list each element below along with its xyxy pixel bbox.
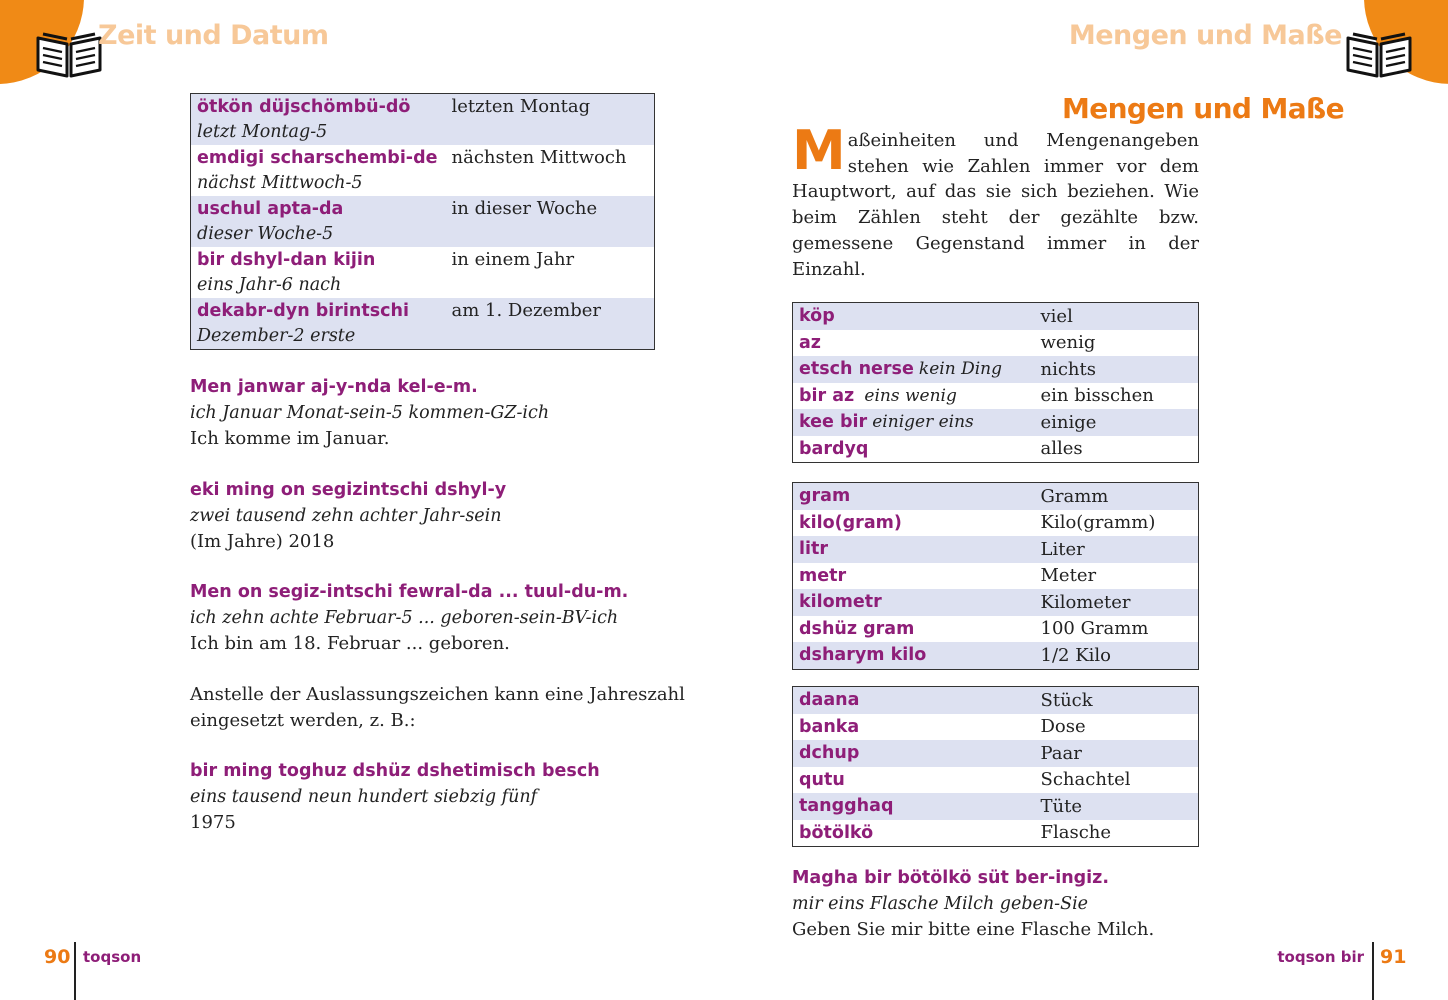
german-translation: viel xyxy=(1040,305,1073,327)
german-translation: Geben Sie mir bitte eine Flasche Milch. xyxy=(792,919,1155,940)
table-row xyxy=(793,383,1199,410)
table-row xyxy=(793,589,1199,616)
literal-gloss: eins Jahr-6 nach xyxy=(197,275,342,295)
kyrgyz-term: bötölkö xyxy=(799,822,874,843)
literal-gloss: letzt Montag-5 xyxy=(197,122,328,142)
table-row xyxy=(793,820,1199,847)
table-row xyxy=(793,687,1199,714)
kyrgyz-term: bardyq xyxy=(799,438,869,459)
kyrgyz-term: daana xyxy=(799,690,860,710)
kyrgyz-sentence: bir ming toghuz dshüz dshetimisch besch xyxy=(190,761,600,781)
german-translation: am 1. Dezember xyxy=(451,300,601,321)
example-phrase xyxy=(190,580,628,657)
kyrgyz-term: emdigi scharschembi-de xyxy=(197,148,438,168)
open-book-icon xyxy=(1344,26,1414,80)
literal-gloss: dieser Woche-5 xyxy=(197,224,334,244)
german-translation: nächsten Mittwoch xyxy=(451,147,627,168)
literal-gloss: eins tausend neun hundert siebzig fünf xyxy=(190,786,538,807)
table-row xyxy=(793,436,1199,463)
table-row xyxy=(191,298,655,350)
table-row xyxy=(793,767,1199,794)
running-head-right: Mengen und Maße xyxy=(1068,20,1342,51)
kyrgyz-term: metr xyxy=(799,565,847,586)
page-number-right: 91 xyxy=(1380,946,1407,968)
table-row xyxy=(793,510,1199,537)
kyrgyz-sentence: Men janwar aj-y-nda kel-e-m. xyxy=(190,377,478,397)
note-paragraph xyxy=(190,682,685,733)
german-translation: Flasche xyxy=(1040,822,1112,843)
open-book-icon xyxy=(34,26,104,80)
table-row xyxy=(191,196,655,247)
example-phrase xyxy=(792,866,1154,943)
kyrgyz-term: gram xyxy=(799,486,851,506)
note-line: Anstelle der Auslassungszeichen kann eine Jahreszahl xyxy=(190,684,685,705)
table-row xyxy=(191,247,655,298)
kyrgyz-term: tangghaq xyxy=(799,796,894,816)
table-row xyxy=(793,330,1199,357)
section-title: Mengen und Maße xyxy=(1061,92,1344,125)
literal-gloss: mir eins Flasche Milch geben-Sie xyxy=(792,893,1089,914)
table-row xyxy=(793,714,1199,741)
german-translation: nichts xyxy=(1040,358,1096,380)
example-phrase xyxy=(190,375,549,452)
page-number-left: 90 xyxy=(44,946,71,968)
kyrgyz-term: dshüz gram xyxy=(799,618,915,639)
table-row xyxy=(793,409,1199,436)
kyrgyz-term: etsch nerse xyxy=(799,359,914,379)
kyrgyz-term: bir az xyxy=(799,385,855,406)
page-number-word-right: toqson bir xyxy=(1277,948,1364,966)
kyrgyz-term: uschul apta-da xyxy=(197,199,344,219)
german-translation: Kilometer xyxy=(1040,591,1131,613)
kyrgyz-term: kee bir xyxy=(799,412,868,432)
kyrgyz-term: banka xyxy=(799,716,860,737)
intro-text: aßeinheiten und Mengenangeben stehen wie Zahlen immer vor dem Hauptwort, auf das sie sich beziehen. Wie beim Zählen steht der gezählte bzw. gemessene Gegenstand immer in der Einzahl. xyxy=(792,130,1199,280)
german-translation: Stück xyxy=(1040,689,1093,711)
german-translation: Paar xyxy=(1040,742,1082,764)
kyrgyz-term: qutu xyxy=(799,769,845,790)
container-table xyxy=(792,686,1199,847)
literal-gloss: ich zehn achte Februar-5 ... geboren-sein-BV-ich xyxy=(190,607,619,628)
german-translation: in dieser Woche xyxy=(451,198,598,219)
german-translation: einige xyxy=(1040,411,1097,433)
kyrgyz-term: dchup xyxy=(799,743,860,763)
german-translation: Ich bin am 18. Februar ... geboren. xyxy=(190,633,510,654)
footer-divider xyxy=(74,942,76,1000)
table-row xyxy=(191,145,655,196)
german-translation: Liter xyxy=(1040,538,1085,560)
literal-gloss: ich Januar Monat-sein-5 kommen-GZ-ich xyxy=(190,402,550,423)
kyrgyz-term: kilo(gram) xyxy=(799,512,902,533)
table-row xyxy=(793,536,1199,563)
german-translation: 100 Gramm xyxy=(1040,618,1149,639)
german-translation: 1975 xyxy=(190,812,236,833)
table-row xyxy=(793,793,1199,820)
literal-gloss: eins wenig xyxy=(864,385,957,406)
german-translation: Tüte xyxy=(1040,795,1082,817)
german-translation: Ich komme im Januar. xyxy=(190,428,390,449)
german-translation: Schachtel xyxy=(1040,769,1131,790)
german-translation: letzten Montag xyxy=(451,96,591,117)
drop-cap: M xyxy=(792,119,846,182)
note-line: eingesetzt werden, z. B.: xyxy=(190,709,416,731)
german-translation: Gramm xyxy=(1040,485,1109,507)
kyrgyz-term: litr xyxy=(799,539,828,559)
kyrgyz-sentence: eki ming on segizintschi dshyl-y xyxy=(190,480,507,500)
page-number-word-left: toqson xyxy=(83,948,142,966)
kyrgyz-sentence: Magha bir bötölkö süt ber-ingiz. xyxy=(792,868,1110,888)
kyrgyz-term: dsharym kilo xyxy=(799,645,927,665)
german-translation: in einem Jahr xyxy=(451,249,575,270)
literal-gloss: Dezember-2 erste xyxy=(197,326,356,346)
literal-gloss: zwei tausend zehn achter Jahr-sein xyxy=(190,505,502,526)
kyrgyz-term: az xyxy=(799,332,821,353)
german-translation: Dose xyxy=(1040,716,1086,737)
german-translation: Kilo(gramm) xyxy=(1040,512,1156,533)
kyrgyz-term: ötkön düjschömbü-dö xyxy=(197,97,411,117)
date-phrases-table xyxy=(190,93,655,350)
german-translation: Meter xyxy=(1040,565,1097,586)
literal-gloss: kein Ding xyxy=(918,359,1002,379)
table-row xyxy=(793,616,1199,643)
year-example xyxy=(190,759,600,836)
quantity-table xyxy=(792,302,1199,463)
table-row xyxy=(793,356,1199,383)
kyrgyz-term: köp xyxy=(799,306,835,326)
german-translation: 1/2 Kilo xyxy=(1040,644,1111,666)
german-translation: alles xyxy=(1040,438,1083,459)
intro-paragraph xyxy=(792,119,1199,282)
table-row xyxy=(793,740,1199,767)
table-row xyxy=(793,642,1199,669)
kyrgyz-term: bir dshyl-dan kijin xyxy=(197,250,376,270)
german-translation: (Im Jahre) 2018 xyxy=(190,531,335,552)
running-head-left: Zeit und Datum xyxy=(98,20,329,51)
literal-gloss: nächst Mittwoch-5 xyxy=(197,173,363,193)
table-row xyxy=(793,563,1199,590)
literal-gloss: einiger eins xyxy=(872,412,974,432)
table-row xyxy=(793,483,1199,510)
german-translation: wenig xyxy=(1040,332,1096,353)
kyrgyz-term: kilometr xyxy=(799,592,882,612)
footer-divider xyxy=(1372,942,1374,1000)
table-row xyxy=(191,94,655,146)
table-row xyxy=(793,303,1199,330)
kyrgyz-term: dekabr-dyn birintschi xyxy=(197,301,409,321)
kyrgyz-sentence: Men on segiz-intschi fewral-da ... tuul-du-m. xyxy=(190,582,629,602)
german-translation: ein bisschen xyxy=(1040,385,1154,406)
example-phrase xyxy=(190,478,506,555)
measure-table xyxy=(792,482,1199,670)
